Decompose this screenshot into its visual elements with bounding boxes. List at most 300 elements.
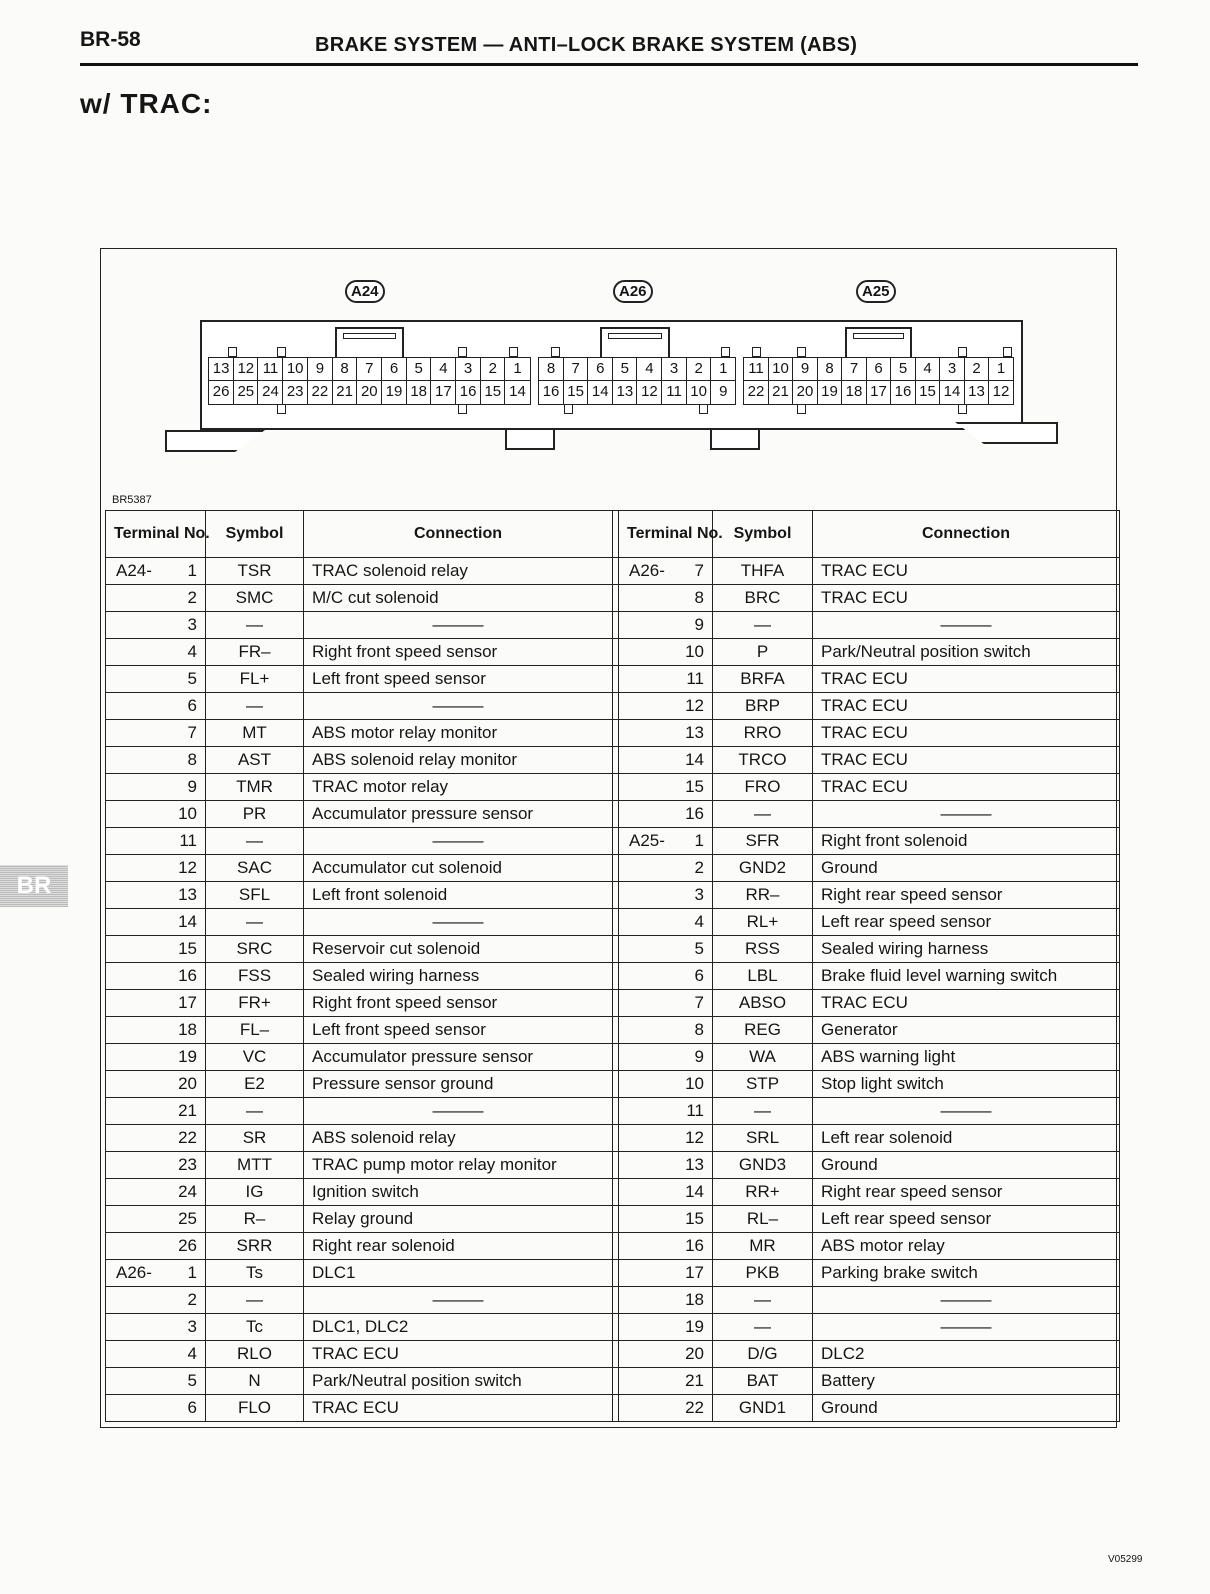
pin-number: 7: [694, 993, 704, 1012]
symbol-cell: Tc: [206, 1314, 304, 1341]
table-row: [106, 666, 1120, 693]
symbol-cell: MR: [713, 1233, 813, 1260]
pin-cell: 23: [282, 380, 308, 405]
pin-cell: 5: [612, 357, 638, 381]
connector-label: A26: [613, 280, 653, 303]
terminal-number: [619, 909, 713, 936]
symbol-cell: RL+: [713, 909, 813, 936]
terminal-number: [106, 558, 206, 585]
table-row: [106, 585, 1120, 612]
terminal-number: [619, 1206, 713, 1233]
figure-code: BR5387: [112, 494, 152, 506]
connection-cell: Right front speed sensor: [304, 990, 613, 1017]
terminal-number: [619, 585, 713, 612]
symbol-cell: MT: [206, 720, 304, 747]
connector-key: [509, 347, 518, 357]
symbol-cell: —: [206, 828, 304, 855]
connection-cell: ABS solenoid relay monitor: [304, 747, 613, 774]
symbol-cell: TRCO: [713, 747, 813, 774]
pin-cell: 18: [841, 380, 867, 405]
symbol-cell: —: [713, 1314, 813, 1341]
connection-cell: Left front solenoid: [304, 882, 613, 909]
connector-label: A25: [856, 280, 896, 303]
symbol-cell: FLO: [206, 1395, 304, 1422]
connection-cell: TRAC ECU: [304, 1341, 613, 1368]
connection-header: Connection: [813, 511, 1120, 558]
terminal-number: [619, 1125, 713, 1152]
terminal-number: [619, 1395, 713, 1422]
connector-key: [1003, 347, 1012, 357]
symbol-cell: FL+: [206, 666, 304, 693]
pin-cell: 6: [587, 357, 613, 381]
terminal-number: [106, 639, 206, 666]
connector-latch: [600, 327, 670, 357]
pin-cell: 22: [307, 380, 333, 405]
pin-number: 23: [178, 1155, 197, 1174]
terminal-number: [619, 720, 713, 747]
terminal-number: [619, 666, 713, 693]
table-row: [106, 801, 1120, 828]
pin-cell: 26: [208, 380, 234, 405]
symbol-cell: FR+: [206, 990, 304, 1017]
connection-cell: Left rear speed sensor: [813, 909, 1120, 936]
pin-cell: 5: [406, 357, 432, 381]
table-row: [106, 1368, 1120, 1395]
section-title: BRAKE SYSTEM — ANTI–LOCK BRAKE SYSTEM (ABS): [315, 34, 858, 56]
pin-cell: 9: [307, 357, 333, 381]
terminal-number: [106, 855, 206, 882]
pin-number: 13: [685, 723, 704, 742]
pin-cell: 13: [208, 357, 234, 381]
symbol-cell: BRFA: [713, 666, 813, 693]
symbol-cell: N: [206, 1368, 304, 1395]
terminal-number: [106, 801, 206, 828]
connection-cell: ———: [304, 1287, 613, 1314]
terminal-number: [619, 558, 713, 585]
terminal-number: [619, 639, 713, 666]
pin-number: 20: [685, 1344, 704, 1363]
pin-cell: 5: [890, 357, 916, 381]
connection-cell: Accumulator pressure sensor: [304, 801, 613, 828]
terminal-number: [619, 1260, 713, 1287]
symbol-cell: SRR: [206, 1233, 304, 1260]
terminal-number: [619, 936, 713, 963]
pin-cell: 1: [988, 357, 1014, 381]
symbol-cell: SRL: [713, 1125, 813, 1152]
symbol-cell: RRO: [713, 720, 813, 747]
pin-number: 12: [685, 696, 704, 715]
symbol-cell: —: [713, 1287, 813, 1314]
terminal-number: [106, 1287, 206, 1314]
pin-cell: 3: [455, 357, 481, 381]
symbol-cell: —: [206, 1287, 304, 1314]
connector-latch: [845, 327, 912, 357]
pin-cell: 9: [792, 357, 818, 381]
terminal-number: [106, 585, 206, 612]
terminal-number: [619, 1341, 713, 1368]
pin-number: 6: [694, 966, 704, 985]
pin-number: 16: [685, 804, 704, 823]
pin-cell: 11: [661, 380, 687, 405]
symbol-cell: E2: [206, 1071, 304, 1098]
connection-cell: Ground: [813, 855, 1120, 882]
terminal-number: [106, 1233, 206, 1260]
connector-key: [277, 404, 286, 414]
header-rule: [80, 63, 1138, 66]
pin-number: 2: [694, 858, 704, 877]
pin-cell: 16: [538, 380, 564, 405]
connector-key: [752, 347, 761, 357]
terminal-number: [106, 774, 206, 801]
terminal-number: [619, 1044, 713, 1071]
connection-cell: ———: [813, 1314, 1120, 1341]
pin-number: 11: [686, 1101, 704, 1120]
pin-number: 21: [178, 1101, 197, 1120]
connection-cell: ———: [813, 1287, 1120, 1314]
table-row: [106, 990, 1120, 1017]
footer-code: V05299: [1108, 1554, 1143, 1565]
mounting-tab: [505, 428, 555, 450]
terminal-number: [106, 1341, 206, 1368]
connection-cell: ABS solenoid relay: [304, 1125, 613, 1152]
pin-cell: 19: [381, 380, 407, 405]
table-row: [106, 882, 1120, 909]
connection-cell: TRAC ECU: [813, 666, 1120, 693]
pin-number: 1: [187, 561, 197, 580]
symbol-cell: —: [206, 909, 304, 936]
symbol-cell: GND3: [713, 1152, 813, 1179]
connection-cell: Generator: [813, 1017, 1120, 1044]
table-row: [106, 720, 1120, 747]
symbol-cell: RSS: [713, 936, 813, 963]
symbol-cell: MTT: [206, 1152, 304, 1179]
pin-cell: 1: [710, 357, 736, 381]
connection-cell: Right rear speed sensor: [813, 1179, 1120, 1206]
pin-number: 7: [694, 561, 704, 580]
pin-number: 6: [187, 696, 197, 715]
connection-cell: Left front speed sensor: [304, 1017, 613, 1044]
connection-cell: Battery: [813, 1368, 1120, 1395]
connection-cell: TRAC ECU: [813, 990, 1120, 1017]
table-row: [106, 1233, 1120, 1260]
connection-cell: TRAC motor relay: [304, 774, 613, 801]
symbol-cell: BRC: [713, 585, 813, 612]
pin-cell: 11: [257, 357, 283, 381]
pin-number: 10: [685, 1074, 704, 1093]
symbol-cell: —: [713, 1098, 813, 1125]
pin-cell: 12: [988, 380, 1014, 405]
table-row: [106, 963, 1120, 990]
terminal-number: [619, 1152, 713, 1179]
symbol-cell: SMC: [206, 585, 304, 612]
terminal-number: [619, 828, 713, 855]
pin-number: 5: [187, 669, 197, 688]
table-row: [106, 1179, 1120, 1206]
symbol-cell: SR: [206, 1125, 304, 1152]
symbol-cell: LBL: [713, 963, 813, 990]
pin-cell: 20: [792, 380, 818, 405]
pin-cell: 21: [768, 380, 794, 405]
pin-number: 14: [178, 912, 197, 931]
pin-cell: 9: [710, 380, 736, 405]
terminal-number: [106, 693, 206, 720]
pin-number: 16: [685, 1236, 704, 1255]
pin-cell: 4: [636, 357, 662, 381]
pin-cell: 15: [480, 380, 506, 405]
symbol-cell: —: [206, 612, 304, 639]
terminal-number: [619, 882, 713, 909]
symbol-cell: —: [206, 693, 304, 720]
symbol-cell: REG: [713, 1017, 813, 1044]
connection-cell: DLC1: [304, 1260, 613, 1287]
terminal-number: [106, 963, 206, 990]
pin-cell: 8: [817, 357, 843, 381]
connector-key: [228, 347, 237, 357]
connection-cell: ———: [813, 1098, 1120, 1125]
pin-cell: 17: [866, 380, 892, 405]
connection-cell: Pressure sensor ground: [304, 1071, 613, 1098]
pin-cell: 2: [964, 357, 990, 381]
symbol-cell: SAC: [206, 855, 304, 882]
pin-cell: 7: [841, 357, 867, 381]
connection-cell: TRAC pump motor relay monitor: [304, 1152, 613, 1179]
connector-prefix: A26-: [629, 561, 665, 580]
table-row: [106, 639, 1120, 666]
table-row: [106, 1152, 1120, 1179]
pin-number: 7: [187, 723, 197, 742]
connection-cell: Accumulator pressure sensor: [304, 1044, 613, 1071]
symbol-cell: THFA: [713, 558, 813, 585]
connection-cell: Ground: [813, 1395, 1120, 1422]
pin-number: 18: [178, 1020, 197, 1039]
terminal-number: [619, 1314, 713, 1341]
pin-number: 3: [187, 1317, 197, 1336]
terminal-number: [106, 612, 206, 639]
pin-cell: 10: [282, 357, 308, 381]
terminal-number: [619, 855, 713, 882]
pin-cell: 7: [356, 357, 382, 381]
symbol-cell: SFL: [206, 882, 304, 909]
pin-number: 9: [694, 615, 704, 634]
terminal-number: [619, 1017, 713, 1044]
symbol-cell: —: [713, 801, 813, 828]
terminal-number: [619, 1287, 713, 1314]
pin-cell: 15: [915, 380, 941, 405]
symbol-cell: TMR: [206, 774, 304, 801]
connection-cell: Ignition switch: [304, 1179, 613, 1206]
pin-cell: 24: [257, 380, 283, 405]
connection-cell: Right front speed sensor: [304, 639, 613, 666]
symbol-cell: GND1: [713, 1395, 813, 1422]
symbol-cell: R–: [206, 1206, 304, 1233]
symbol-cell: Ts: [206, 1260, 304, 1287]
pin-cell: 16: [890, 380, 916, 405]
pin-number: 4: [187, 1344, 197, 1363]
connection-cell: Left front speed sensor: [304, 666, 613, 693]
pin-cell: 10: [686, 380, 712, 405]
connection-cell: Stop light switch: [813, 1071, 1120, 1098]
connection-cell: Park/Neutral position switch: [304, 1368, 613, 1395]
connection-cell: ABS motor relay monitor: [304, 720, 613, 747]
terminal-number: [106, 1152, 206, 1179]
terminal-number: [106, 1206, 206, 1233]
pin-number: 14: [685, 750, 704, 769]
symbol-cell: VC: [206, 1044, 304, 1071]
terminal-number: [106, 936, 206, 963]
pin-number: 16: [178, 966, 197, 985]
pin-number: 26: [178, 1236, 197, 1255]
symbol-cell: P: [713, 639, 813, 666]
pin-number: 2: [187, 588, 197, 607]
pin-cell: 16: [455, 380, 481, 405]
terminal-number: [106, 1314, 206, 1341]
symbol-cell: PR: [206, 801, 304, 828]
connection-cell: Ground: [813, 1152, 1120, 1179]
connector-key: [564, 404, 573, 414]
connection-cell: Brake fluid level warning switch: [813, 963, 1120, 990]
symbol-cell: SRC: [206, 936, 304, 963]
table-row: [106, 1071, 1120, 1098]
terminal-number: [619, 1368, 713, 1395]
terminal-number: [106, 882, 206, 909]
connection-cell: TRAC ECU: [813, 585, 1120, 612]
pin-number: 4: [187, 642, 197, 661]
terminal-number: [619, 774, 713, 801]
symbol-cell: BAT: [713, 1368, 813, 1395]
pin-cell: 14: [939, 380, 965, 405]
symbol-cell: BRP: [713, 693, 813, 720]
connector-prefix: A26-: [116, 1263, 152, 1282]
terminal-number: [106, 1071, 206, 1098]
symbol-cell: RLO: [206, 1341, 304, 1368]
symbol-cell: SFR: [713, 828, 813, 855]
pin-cell: 21: [332, 380, 358, 405]
pin-number: 4: [694, 912, 704, 931]
pin-number: 19: [178, 1047, 197, 1066]
table-row: [106, 1206, 1120, 1233]
pin-cell: 8: [332, 357, 358, 381]
terminal-number: [619, 1233, 713, 1260]
connection-cell: Parking brake switch: [813, 1260, 1120, 1287]
pin-cell: 3: [661, 357, 687, 381]
pin-number: 9: [694, 1047, 704, 1066]
connection-cell: Reservoir cut solenoid: [304, 936, 613, 963]
connection-cell: ———: [813, 612, 1120, 639]
terminal-number: [106, 990, 206, 1017]
table-row: [106, 1287, 1120, 1314]
pin-number: 9: [187, 777, 197, 796]
pin-cell: 13: [612, 380, 638, 405]
table-row: [106, 828, 1120, 855]
pin-cell: 14: [504, 380, 530, 405]
table-row: [106, 1017, 1120, 1044]
terminal-header: Terminal No.: [106, 511, 206, 558]
terminal-number: [106, 1125, 206, 1152]
connection-header: Connection: [304, 511, 613, 558]
connection-cell: Right rear speed sensor: [813, 882, 1120, 909]
table-row: [106, 1125, 1120, 1152]
pin-number: 17: [685, 1263, 704, 1282]
pin-cell: 12: [636, 380, 662, 405]
pin-number: 13: [685, 1155, 704, 1174]
symbol-cell: IG: [206, 1179, 304, 1206]
terminal-number: [106, 1044, 206, 1071]
symbol-cell: WA: [713, 1044, 813, 1071]
connection-cell: DLC2: [813, 1341, 1120, 1368]
table-row: [106, 1341, 1120, 1368]
table-row: [106, 1260, 1120, 1287]
connector-key: [958, 404, 967, 414]
connection-cell: ———: [304, 1098, 613, 1125]
connection-cell: TRAC ECU: [813, 774, 1120, 801]
pin-number: 18: [685, 1290, 704, 1309]
pin-cell: 11: [743, 357, 769, 381]
terminal-number: [106, 1395, 206, 1422]
terminal-number: [619, 801, 713, 828]
pin-cell: 19: [817, 380, 843, 405]
connector-label: A24: [345, 280, 385, 303]
pin-number: 20: [178, 1074, 197, 1093]
pin-number: 13: [178, 885, 197, 904]
page-subtitle: w/ TRAC:: [80, 88, 213, 119]
pin-cell: 8: [538, 357, 564, 381]
pin-number: 3: [694, 885, 704, 904]
pin-cell: 3: [939, 357, 965, 381]
pin-cell: 14: [587, 380, 613, 405]
page-number: BR-58: [80, 28, 141, 51]
symbol-header: Symbol: [713, 511, 813, 558]
symbol-cell: FSS: [206, 963, 304, 990]
pin-number: 21: [685, 1371, 704, 1390]
connection-cell: Park/Neutral position switch: [813, 639, 1120, 666]
table-row: [106, 558, 1120, 585]
terminal-number: [619, 747, 713, 774]
pin-cell: 6: [381, 357, 407, 381]
terminal-number: [106, 1098, 206, 1125]
symbol-cell: AST: [206, 747, 304, 774]
pin-number: 10: [685, 642, 704, 661]
section-side-tab: BR: [0, 865, 68, 907]
connection-cell: TRAC ECU: [304, 1395, 613, 1422]
connection-cell: Left rear solenoid: [813, 1125, 1120, 1152]
table-row: [106, 1395, 1120, 1422]
pin-number: 25: [178, 1209, 197, 1228]
table-row: [106, 1314, 1120, 1341]
pin-number: 14: [685, 1182, 704, 1201]
connection-cell: TRAC ECU: [813, 693, 1120, 720]
connector-key: [797, 347, 806, 357]
terminal-header: Terminal No.: [619, 511, 713, 558]
terminal-number: [106, 747, 206, 774]
terminal-number: [106, 1260, 206, 1287]
pin-cell: 22: [743, 380, 769, 405]
connection-cell: Sealed wiring harness: [304, 963, 613, 990]
pin-cell: 17: [430, 380, 456, 405]
terminal-number: [106, 828, 206, 855]
connection-cell: ABS warning light: [813, 1044, 1120, 1071]
table-row: [106, 693, 1120, 720]
pin-number: 5: [694, 939, 704, 958]
pin-cell: 2: [686, 357, 712, 381]
terminal-number: [619, 1071, 713, 1098]
connection-cell: Sealed wiring harness: [813, 936, 1120, 963]
terminal-number: [106, 1368, 206, 1395]
terminal-number: [106, 720, 206, 747]
symbol-cell: GND2: [713, 855, 813, 882]
pin-cell: 1: [504, 357, 530, 381]
terminal-number: [619, 990, 713, 1017]
terminal-table: [105, 510, 1120, 1422]
